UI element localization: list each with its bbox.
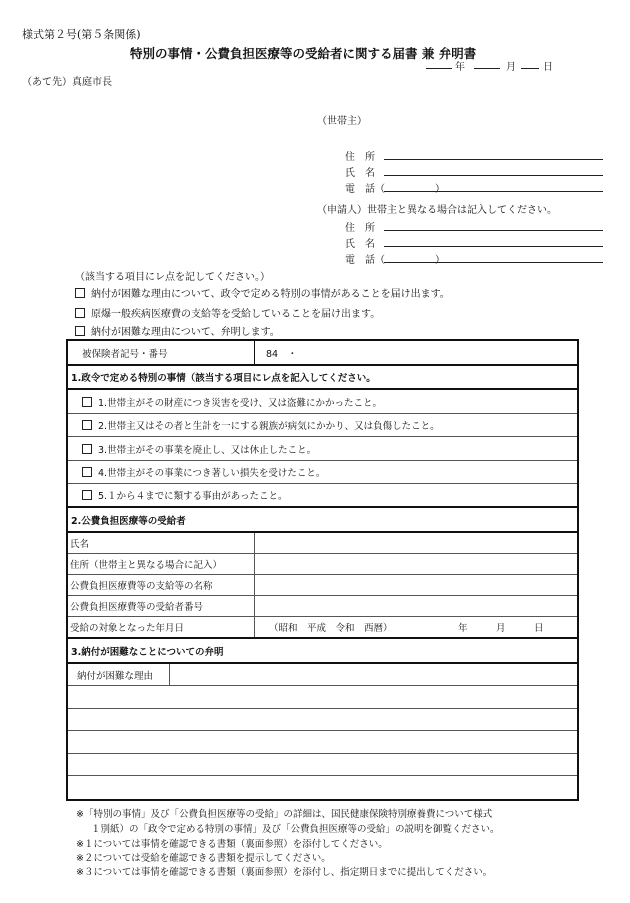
reason-line[interactable] [68, 731, 577, 754]
reason-line[interactable] [68, 686, 577, 709]
recipient-row [68, 617, 577, 639]
recipient-number-label: 公費負担医療費等の受給者番号 [70, 602, 204, 613]
householder-phone-field[interactable] [384, 191, 603, 192]
checkbox[interactable] [75, 288, 85, 298]
checkbox[interactable] [82, 467, 92, 477]
note-line: １別紙）の「政令で定める特別の事情」及び「公費負担医療等の受給」の説明を御覧ください。 [91, 824, 500, 835]
circumstance-item[interactable]: 4.世帯主がその事業につき著しい損失を受けたこと。 [68, 461, 577, 484]
insured-number-row [68, 341, 577, 366]
householder-name-field[interactable] [384, 175, 603, 176]
circumstance-item[interactable]: 2.世帯主又はその者と生計を一にする親族が病気にかかり、又は負傷したこと。 [68, 414, 577, 437]
reason-label-row [68, 664, 577, 686]
phone-label: 電 話（ ） [345, 255, 445, 266]
phone-label: 電 話（ ） [345, 184, 445, 195]
note-line: ※３については事情を確認できる書類（裏面参照）を添付し、指定期日までに提出してください。 [76, 867, 493, 878]
addressee: （あて先）真庭市長 [22, 77, 112, 88]
householder-address-field[interactable] [384, 159, 603, 160]
main-form-table [66, 339, 579, 801]
checkbox[interactable] [82, 420, 92, 430]
reason-line[interactable] [68, 754, 577, 776]
recipient-row [68, 575, 577, 596]
benefit-name-label: 公費負担医療費等の支給等の名称 [70, 581, 213, 592]
year-label: 年 [455, 62, 465, 73]
householder-label: （世帯主） [317, 116, 367, 127]
reason-line[interactable] [68, 776, 577, 799]
year-blank[interactable] [426, 68, 452, 69]
recipient-address-field[interactable] [254, 554, 577, 574]
section2-header [68, 508, 577, 533]
section1-title: 1.政令で定める特別の事情（該当する項目にレ点を記入してください。 [71, 373, 376, 384]
address-label: 住 所 [345, 152, 375, 163]
recipient-address-label: 住所（世帯主と異なる場合に記入） [70, 560, 223, 571]
name-label: 氏 名 [345, 168, 375, 179]
recipient-row [68, 554, 577, 575]
section3-header [68, 639, 577, 664]
checkbox[interactable] [82, 444, 92, 454]
recipient-name-label: 氏名 [70, 539, 90, 550]
eligibility-date-label: 受給の対象となった年月日 [70, 623, 185, 634]
form-number: 様式第２号(第５条関係) [22, 28, 141, 41]
note-line: ※「特別の事情」及び「公費負担医療等の受給」の詳細は、国民健康保険特別療養費について様式 [76, 809, 493, 820]
form-title: 特別の事情・公費負担医療等の受給者に関する届書 兼 弁明書 [130, 46, 477, 61]
option-special-circumstance[interactable]: 納付が困難な理由について、政令で定める特別の事情があることを届け出ます。 [75, 285, 450, 300]
applicant-address-field[interactable] [384, 230, 603, 231]
checkbox[interactable] [75, 308, 85, 318]
month-blank[interactable] [474, 68, 500, 69]
eligibility-date-field[interactable]: 年 月 日 [458, 623, 544, 634]
section2-title: 2.公費負担医療等の受給者 [71, 515, 186, 527]
circumstance-item[interactable]: 5.１から４までに類する事由があったこと。 [68, 484, 577, 508]
circumstance-item[interactable]: 3.世帯主がその事業を廃止し、又は休止したこと。 [68, 437, 577, 461]
recipient-row [68, 596, 577, 617]
note-line: ※１については事情を確認できる書類（裏面参照）を添付してください。 [76, 839, 388, 850]
note-line: ※２については受給を確認できる書類を提示してください。 [76, 853, 331, 864]
applicant-name-field[interactable] [384, 246, 603, 247]
option-atomic-bomb-medical[interactable]: 原爆一般疾病医療費の支給等を受給していることを届け出ます。 [75, 305, 380, 320]
address-label: 住 所 [345, 223, 375, 234]
checkbox[interactable] [82, 397, 92, 407]
name-label: 氏 名 [345, 239, 375, 250]
section1-header [68, 366, 577, 390]
era-selector[interactable]: （昭和 平成 令和 西暦） [269, 623, 393, 634]
recipient-name-field[interactable] [254, 533, 577, 553]
recipient-row [68, 533, 577, 554]
reason-line[interactable] [68, 709, 577, 731]
benefit-name-field[interactable] [254, 575, 577, 595]
instructions-header: （該当する項目にレ点を記してください。） [75, 272, 270, 283]
checkbox[interactable] [75, 326, 85, 336]
month-label: 月 [506, 62, 516, 73]
applicant-phone-field[interactable] [384, 262, 603, 263]
section3-title: 3.納付が困難なことについての弁明 [71, 646, 224, 658]
insured-number-label: 被保険者記号・番号 [82, 348, 168, 360]
day-label: 日 [543, 62, 553, 73]
circumstance-item[interactable]: 1.世帯主がその財産につき災害を受け、又は盗難にかかったこと。 [68, 390, 577, 414]
recipient-number-field[interactable] [254, 596, 577, 616]
option-explanation[interactable]: 納付が困難な理由について、弁明します。 [75, 323, 280, 338]
insured-number-field[interactable]: 84 ・ [266, 348, 298, 360]
checkbox[interactable] [82, 490, 92, 500]
day-blank[interactable] [521, 68, 539, 69]
applicant-label: （申請人）世帯主と異なる場合は記入してください。 [317, 205, 557, 216]
reason-label: 納付が困難な理由 [77, 670, 154, 682]
